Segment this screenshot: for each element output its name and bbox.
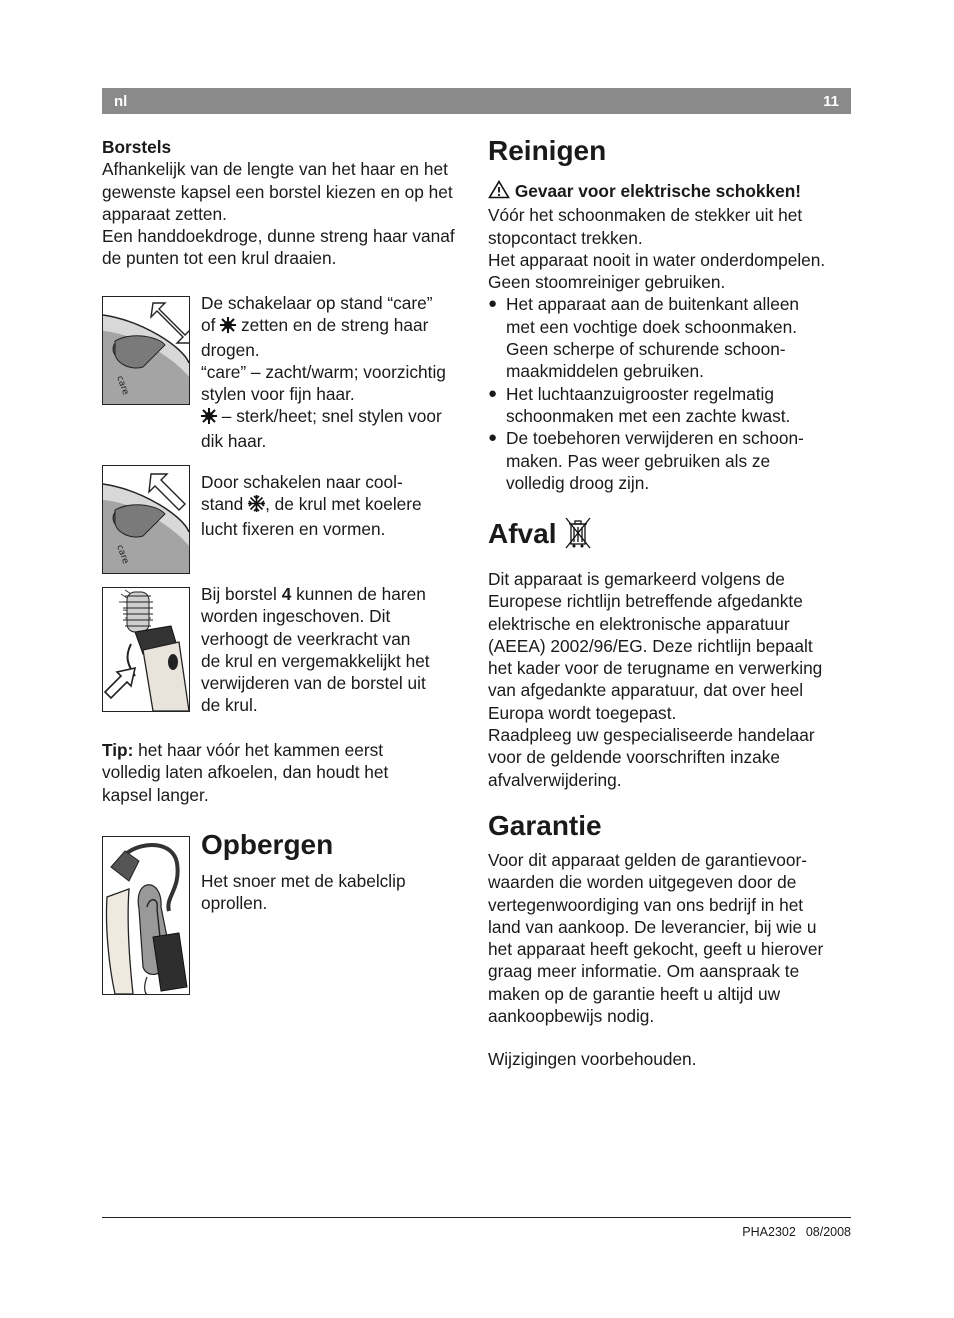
- model-number: PHA2302: [742, 1225, 796, 1239]
- step2-line-2: stand , de krul met koelere: [201, 493, 469, 517]
- opbergen-title: Opbergen: [201, 829, 334, 860]
- crossed-bin-icon: [564, 516, 592, 557]
- step2-text: [201, 471, 469, 540]
- care-label: care: [114, 374, 131, 397]
- step3-line-2: worden ingeschoven. Dit: [201, 606, 391, 627]
- garantie-line: land van aankoop. De leverancier, bij wie u: [488, 916, 817, 937]
- garantie-line: aankoopbewijs nodig.: [488, 1006, 655, 1027]
- care-label: care: [114, 543, 131, 566]
- changes-reserved-note: Wijzigingen voorbehouden.: [488, 1049, 697, 1070]
- reinigen-bullet-list: [488, 293, 854, 494]
- afval-section: [488, 516, 854, 791]
- storage-figure: [102, 836, 190, 995]
- garantie-line: Voor dit apparaat gelden de garantievoor-: [488, 850, 807, 870]
- tip-text: het haar vóór het kammen eerst volledig laten afkoelen, dan houdt het kapsel langer.: [102, 740, 389, 805]
- page-number: 11: [823, 93, 839, 110]
- opbergen-line-2: oprollen.: [201, 893, 268, 914]
- step1-line-6: – sterk/heet; snel stylen voor: [201, 405, 469, 429]
- garantie-line: maken op de garantie heeft u altijd uw: [488, 983, 781, 1004]
- afval-line: afvalverwijdering.: [488, 769, 622, 790]
- afval-line: voor de geldende voorschriften inzake: [488, 747, 781, 768]
- opbergen-line-1: Het snoer met de kabelclip: [201, 871, 406, 891]
- garantie-title: Garantie: [488, 810, 602, 841]
- step1-line-4: “care” – zacht/warm; voorzichtig: [201, 361, 446, 382]
- step3-line-4: de krul en vergemakkelijkt het: [201, 650, 430, 671]
- reinigen-line-3: Het apparaat nooit in water onderdompelen.: [488, 249, 826, 270]
- language-code: nl: [114, 93, 128, 110]
- list-item: ● De toebehoren verwijderen en schoon- maken. Pas weer gebruiken als ze volledig droog zijn.: [488, 427, 854, 494]
- warning-text: Gevaar voor elektrische schokken!: [514, 181, 802, 201]
- afval-line: het kader voor de terugname en verwerking: [488, 658, 823, 679]
- tip-paragraph: [102, 739, 432, 806]
- step1-line-1: De schakelaar op stand “care”: [201, 293, 433, 313]
- switch-cool-figure: [102, 465, 190, 574]
- tip-label: Tip:: [102, 740, 134, 760]
- afval-line: Europese richtlijn betreffende afgedankte: [488, 591, 803, 612]
- warning-line: [488, 180, 854, 204]
- step3-line-6: de krul.: [201, 695, 258, 716]
- hot-star-icon: [220, 316, 236, 338]
- borstels-text-2: Een handdoekdroge, dunne streng haar vanaf de punten tot een krul draaien.: [102, 226, 455, 269]
- step3-line-5: verwijderen van de borstel uit: [201, 673, 426, 694]
- step1-line-3: drogen.: [201, 339, 260, 360]
- reinigen-line-2: stopcontact trekken.: [488, 227, 643, 248]
- page-header-bar: [102, 88, 851, 114]
- step2-line-3: lucht fixeren en vormen.: [201, 518, 386, 539]
- afval-line: elektrische en elektronische apparatuur: [488, 613, 790, 634]
- garantie-line: graag meer informatie. Om aanspraak te: [488, 961, 800, 982]
- step3-line-3: verhoogt de veerkracht van: [201, 628, 411, 649]
- page-footer: [742, 1224, 851, 1240]
- step1-line-5: stylen voor fijn haar.: [201, 384, 355, 405]
- reinigen-section: [488, 135, 854, 494]
- step3-text: [201, 583, 469, 717]
- opbergen-section: [201, 829, 469, 915]
- garantie-line: waarden die worden uitgegeven door de: [488, 872, 797, 893]
- afval-line: Dit apparaat is gemarkeerd volgens de: [488, 569, 785, 589]
- afval-heading: [488, 516, 854, 557]
- snowflake-icon: [248, 495, 265, 517]
- borstels-section: [102, 136, 467, 270]
- hot-star-icon: [201, 407, 217, 429]
- list-item: ● Het luchtaanzuigrooster regelmatig schoonmaken met een zachte kwast.: [488, 383, 854, 428]
- garantie-line: vertegenwoordiging van ons bedrijf in het: [488, 894, 804, 915]
- reinigen-title: Reinigen: [488, 135, 607, 166]
- borstels-text-1: Afhankelijk van de lengte van het haar en het gewenste kapsel een borstel kiezen en op het apparaat zetten.: [102, 159, 453, 224]
- brush-attachment-figure: [102, 587, 190, 712]
- footer-divider: [102, 1217, 851, 1218]
- warning-triangle-icon: [488, 180, 510, 204]
- step1-text: [201, 292, 469, 452]
- afval-line: Europa wordt toegepast.: [488, 702, 677, 723]
- reinigen-line-4: Geen stoomreiniger gebruiken.: [488, 272, 726, 293]
- reinigen-line-1: Vóór het schoonmaken de stekker uit het: [488, 205, 803, 226]
- step2-line-1: Door schakelen naar cool-: [201, 472, 403, 492]
- step1-line-2: of zetten en de streng haar: [201, 314, 469, 338]
- afval-line: Raadpleeg uw gespecialiseerde handelaar: [488, 725, 815, 746]
- print-date: 08/2008: [805, 1225, 851, 1239]
- step1-line-7: dik haar.: [201, 430, 267, 451]
- afval-line: (AEEA) 2002/96/EG. Deze richtlijn bepaalt: [488, 635, 813, 656]
- switch-care-figure: [102, 296, 190, 405]
- afval-line: van afgedankte apparatuur, dat over heel: [488, 680, 804, 701]
- borstels-title: Borstels: [102, 137, 172, 157]
- list-item: ● Het apparaat aan de buitenkant alleen met een vochtige doek schoonmaken. Geen scherpe of schurende schoon- maakmiddelen gebruiken.: [488, 293, 854, 382]
- garantie-line: het apparaat heeft gekocht, geeft u hierover: [488, 939, 824, 960]
- afval-title: Afval: [488, 518, 557, 549]
- garantie-section: [488, 810, 854, 1071]
- step3-line-1: Bij borstel 4 kunnen de haren: [201, 584, 426, 604]
